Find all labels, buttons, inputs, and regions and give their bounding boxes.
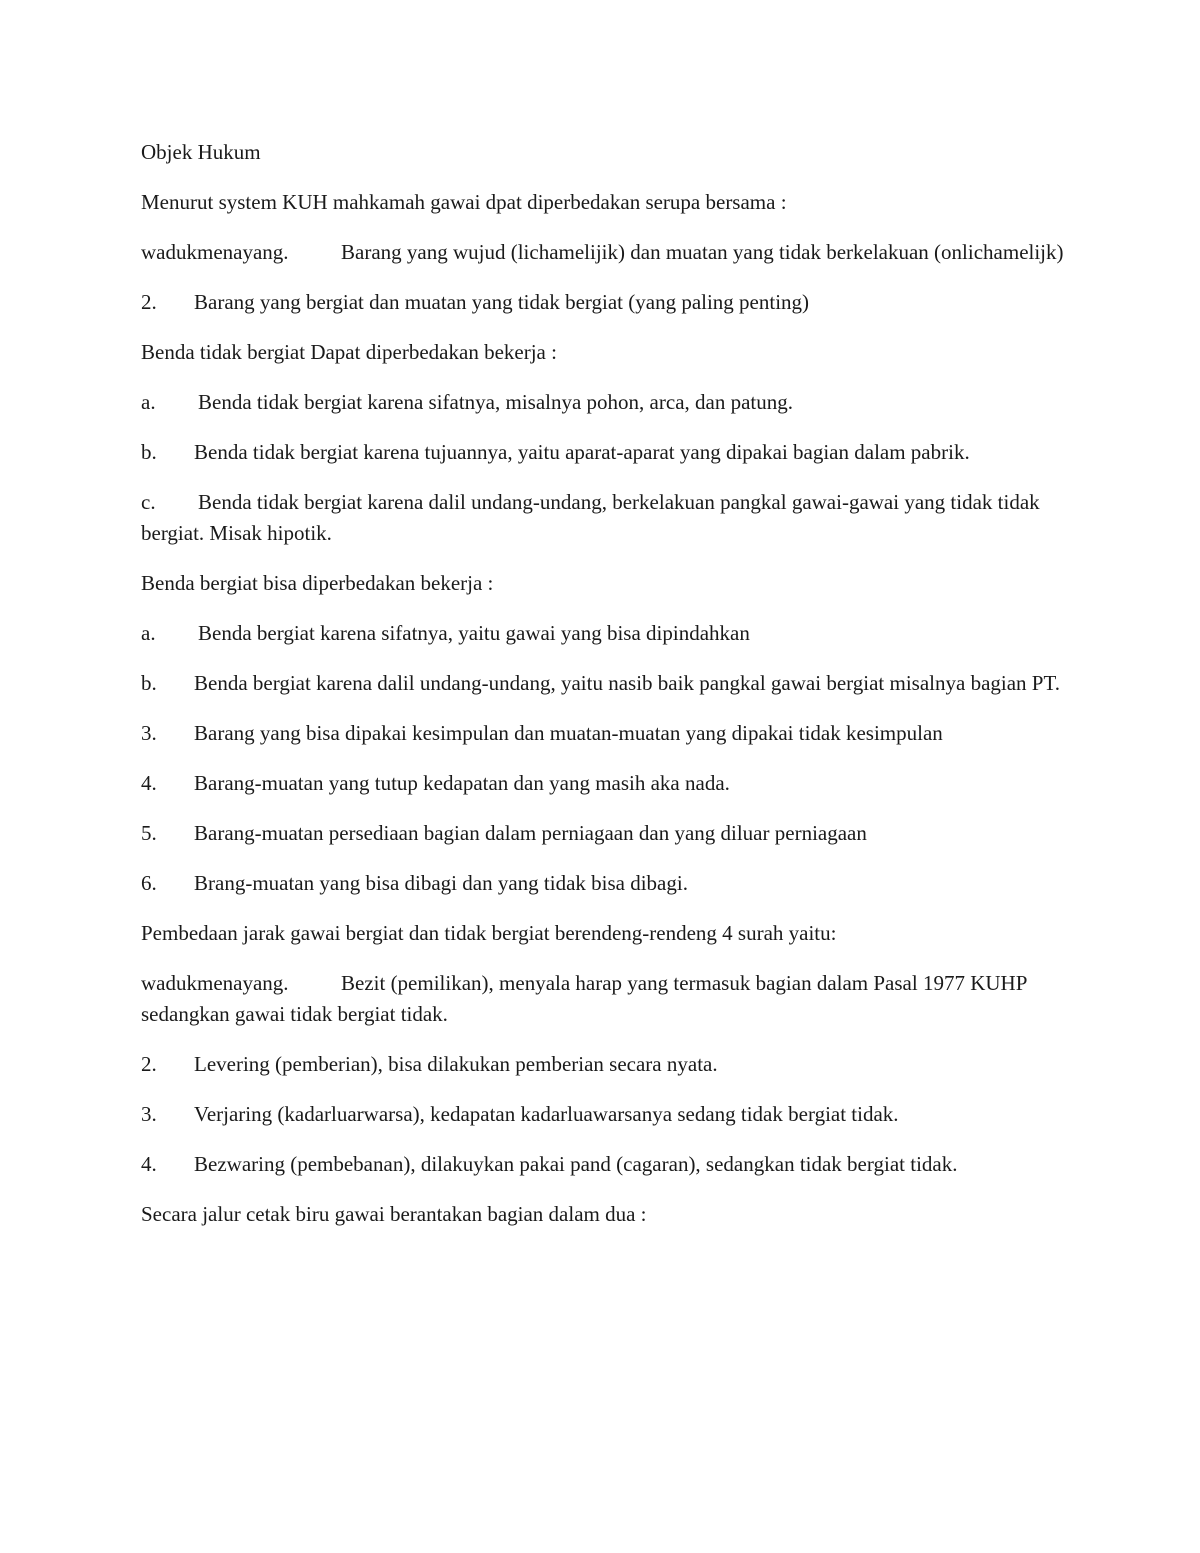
list-marker: b. [141,671,157,695]
list-marker: 6. [141,871,157,895]
list-item-text: Bezit (pemilikan), menyala harap yang termasuk bagian dalam Pasal 1977 KUHP sedangkan gawai tidak bergiat tidak. [141,971,1027,1026]
list-item [141,818,1071,849]
list-marker: 3. [141,721,157,745]
section-heading: Benda bergiat bisa diperbedakan bekerja : [141,571,494,595]
list-marker: 4. [141,1152,157,1176]
list-marker: 4. [141,771,157,795]
list-item [141,868,1071,899]
intro-paragraph: Menurut system KUH mahkamah gawai dpat diperbedakan serupa bersama : [141,190,787,214]
list-item [141,437,1071,468]
list-marker: 2. [141,1052,157,1076]
list-marker: a. [141,621,156,645]
list-item [141,237,1071,268]
list-item-text: Brang-muatan yang bisa dibagi dan yang tidak bisa dibagi. [194,871,688,895]
list-item [141,1149,1071,1180]
list-item-text: Bezwaring (pembebanan), dilakuykan pakai pand (cagaran), sedangkan tidak bergiat tidak. [194,1152,958,1176]
list-item-text: Barang yang bergiat dan muatan yang tidak bergiat (yang paling penting) [194,290,810,314]
list-item-text: Benda bergiat karena sifatnya, yaitu gawai yang bisa dipindahkan [198,621,750,645]
list-item-text: Benda tidak bergiat karena dalil undang-undang, berkelakuan pangkal gawai-gawai yang tidak tidak bergiat. Misak hipotik. [141,490,1040,545]
list-item-text: Barang yang wujud (lichamelijik) dan muatan yang tidak berkelakuan (onlichamelijk) [341,240,1064,264]
list-marker: c. [141,490,156,514]
document-title: Objek Hukum [141,140,261,164]
list-item-text: Benda bergiat karena dalil undang-undang, yaitu nasib baik pangkal gawai bergiat misalnya bagian PT. [194,671,1060,695]
section-heading: Benda tidak bergiat Dapat diperbedakan bekerja : [141,340,557,364]
list-item [141,618,1071,649]
list-item-text: Benda tidak bergiat karena sifatnya, misalnya pohon, arca, dan patung. [198,390,793,414]
document-body [141,137,1071,1249]
list-item [141,718,1071,749]
list-marker: 5. [141,821,157,845]
list-item [141,387,1071,418]
list-item [141,1099,1071,1130]
list-item-text: Verjaring (kadarluarwarsa), kedapatan kadarluawarsanya sedang tidak bergiat tidak. [194,1102,899,1126]
list-marker: a. [141,390,156,414]
section-heading: Pembedaan jarak gawai bergiat dan tidak bergiat berendeng-rendeng 4 surah yaitu: [141,921,837,945]
list-item [141,768,1071,799]
list-item-text: Barang-muatan yang tutup kedapatan dan yang masih aka nada. [194,771,730,795]
list-item [141,487,1071,549]
list-item-text: Benda tidak bergiat karena tujuannya, yaitu aparat-aparat yang dipakai bagian dalam pabrik. [194,440,970,464]
list-marker: b. [141,440,157,464]
list-marker: 2. [141,290,157,314]
list-marker: wadukmenayang. [141,240,289,264]
list-item [141,287,1071,318]
list-marker: 3. [141,1102,157,1126]
list-item-text: Barang-muatan persediaan bagian dalam perniagaan dan yang diluar perniagaan [194,821,867,845]
list-item [141,1049,1071,1080]
list-item [141,968,1071,1030]
list-marker: wadukmenayang. [141,971,289,995]
closing-paragraph: Secara jalur cetak biru gawai berantakan bagian dalam dua : [141,1202,647,1226]
list-item-text: Barang yang bisa dipakai kesimpulan dan muatan-muatan yang dipakai tidak kesimpulan [194,721,943,745]
list-item [141,668,1071,699]
list-item-text: Levering (pemberian), bisa dilakukan pemberian secara nyata. [194,1052,718,1076]
